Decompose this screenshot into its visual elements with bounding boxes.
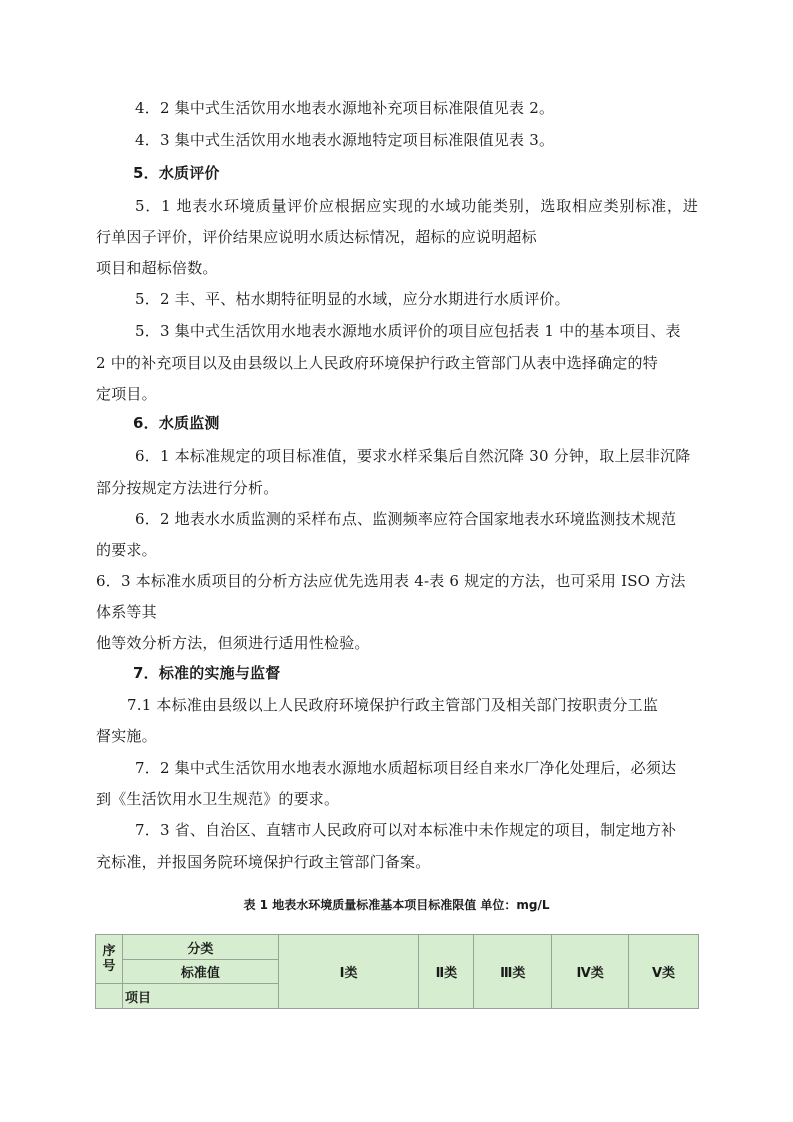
paragraph-5-3-line2: 2 中的补充项目以及由县级以上人民政府环境保护行政主管部门从表中选择确定的特 xyxy=(96,354,658,372)
class-header-i: Ⅰ类 xyxy=(278,935,419,1009)
paragraph-4-3: 4．3 集中式生活饮用水地表水源地特定项目标准限值见表 3。 xyxy=(135,131,555,149)
table-caption: 表 1 地表水环境质量标准基本项目标准限值 单位：mg/L xyxy=(243,898,550,912)
paragraph-6-3-line3: 他等效分析方法，但须进行适用性检验。 xyxy=(96,634,370,652)
paragraph-5-1-line3: 项目和超标倍数。 xyxy=(96,259,218,277)
class-header-iii: Ⅲ类 xyxy=(474,935,552,1009)
class-header-v: Ⅴ类 xyxy=(629,935,699,1009)
class-header-iv: Ⅳ类 xyxy=(552,935,629,1009)
paragraph-5-3-line1: 5．3 集中式生活饮用水地表水源地水质评价的项目应包括表 1 中的基本项目、表 xyxy=(135,322,681,340)
class-header-ii: Ⅱ类 xyxy=(419,935,474,1009)
paragraph-6-2-line2: 的要求。 xyxy=(96,541,157,559)
paragraph-5-3-line3: 定项目。 xyxy=(96,385,157,403)
paragraph-5-1-line2: 行单因子评价，评价结果应说明水质达标情况，超标的应说明超标 xyxy=(96,228,537,246)
standard-limits-table xyxy=(95,934,699,1009)
seq-empty-cell xyxy=(96,984,123,1009)
section-heading-6: 6．水质监测 xyxy=(133,414,220,432)
paragraph-7-1-line1: 7.1 本标准由县级以上人民政府环境保护行政主管部门及相关部门按职责分工监 xyxy=(127,696,659,714)
paragraph-4-2: 4．2 集中式生活饮用水地表水源地补充项目标准限值见表 2。 xyxy=(135,99,555,117)
paragraph-6-1-line2: 部分按规定方法进行分析。 xyxy=(96,479,279,497)
standard-value-label-cell: 标准值 xyxy=(122,960,278,984)
category-label-cell: 分类 xyxy=(122,935,278,960)
paragraph-5-2: 5．2 丰、平、枯水期特征明显的水域，应分水期进行水质评价。 xyxy=(135,290,570,308)
section-heading-5: 5．水质评价 xyxy=(133,164,220,182)
seq-header-cell: 序号 xyxy=(96,935,123,984)
paragraph-5-1-line1: 5．1 地表水环境质量评价应根据应实现的水域功能类别，选取相应类别标准，进 xyxy=(135,197,698,215)
paragraph-6-1-line1: 6．1 本标准规定的项目标准值，要求水样采集后自然沉降 30 分钟，取上层非沉降 xyxy=(135,447,691,465)
paragraph-7-1-line2: 督实施。 xyxy=(96,727,157,745)
paragraph-7-2-line1: 7．2 集中式生活饮用水地表水源地水质超标项目经自来水厂净化处理后，必须达 xyxy=(135,759,677,777)
paragraph-7-2-line2: 到《生活饮用水卫生规范》的要求。 xyxy=(96,790,340,808)
paragraph-6-3-line1: 6．3 本标准水质项目的分析方法应优先选用表 4-表 6 规定的方法，也可采用 ISO 方法 xyxy=(96,572,686,590)
paragraph-7-3-line2: 充标准，并报国务院环境保护行政主管部门备案。 xyxy=(96,853,431,871)
paragraph-6-3-line2: 体系等其 xyxy=(96,603,157,621)
paragraph-7-3-line1: 7．3 省、自治区、直辖市人民政府可以对本标准中未作规定的项目，制定地方补 xyxy=(135,821,677,839)
item-label-cell: 项目 xyxy=(122,984,278,1009)
section-heading-7: 7．标准的实施与监督 xyxy=(133,664,281,682)
paragraph-6-2-line1: 6．2 地表水水质监测的采样布点、监测频率应符合国家地表水环境监测技术规范 xyxy=(135,510,677,528)
